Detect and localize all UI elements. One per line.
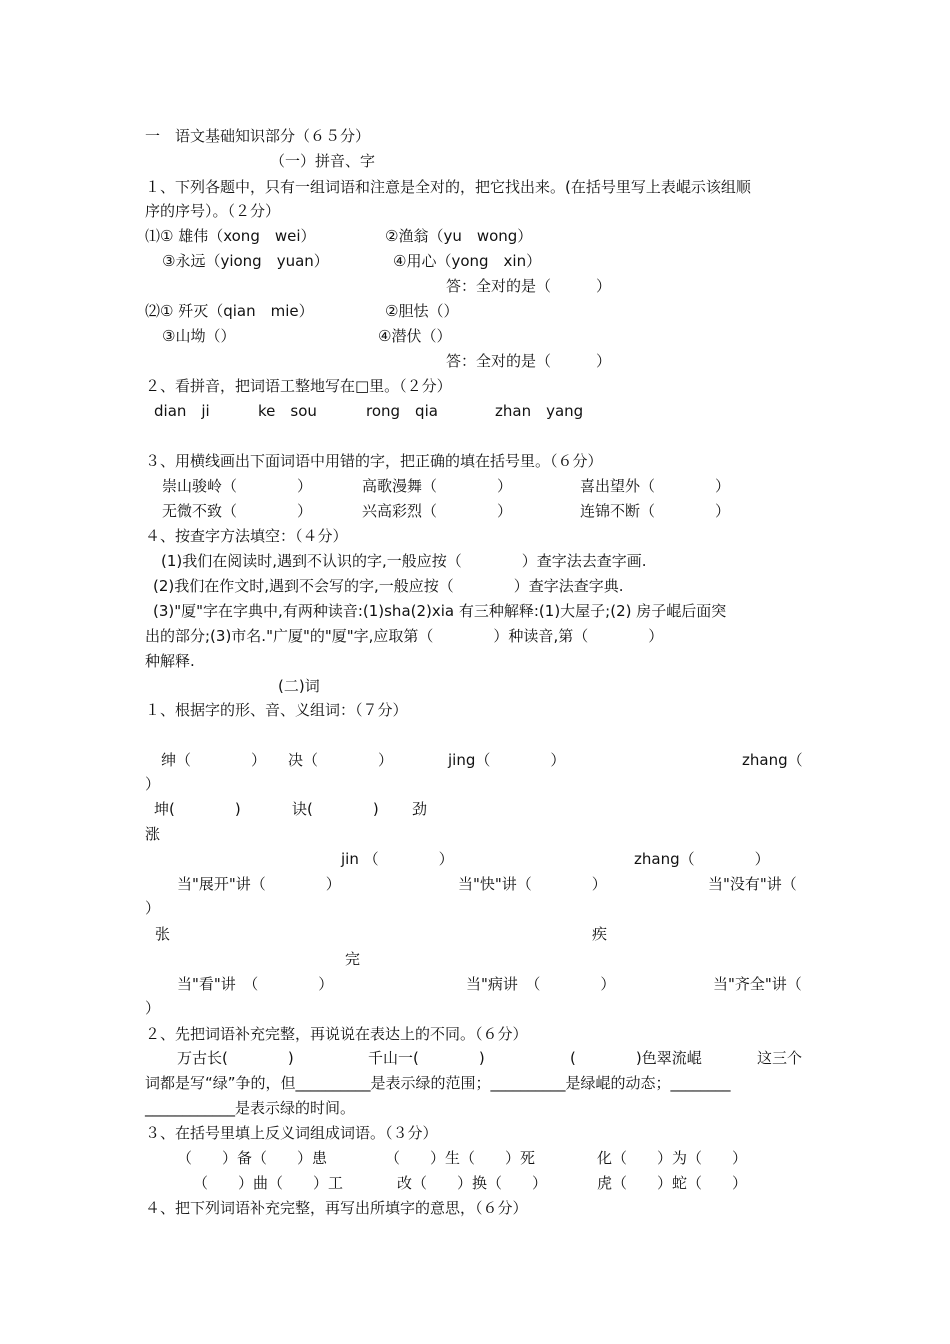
- q3-word-6: 连锦不断（ ）: [580, 502, 731, 520]
- c3-r1b: （ ）生（ ）死: [385, 1149, 536, 1167]
- q3-word-2: 高歌漫舞（ ）: [362, 477, 513, 495]
- c3-r2c: 虎（ ）蛇（ ）: [597, 1174, 748, 1192]
- q1-g1-item4: ④用心（yong xin）: [393, 252, 542, 270]
- q1-g2-item2: ②胆怯（）: [385, 302, 459, 320]
- c2-line3: ____________是表示绿的时间。: [145, 1099, 356, 1117]
- q3-word-1: 崇山骏岭（ ）: [162, 477, 313, 495]
- c2-word-3: ( )色翠流崐: [570, 1049, 702, 1067]
- q4-line5: 种解释.: [145, 652, 195, 670]
- q1-g1-item3: ③永远（yiong yuan）: [162, 252, 329, 270]
- c1-d1: 当"展开"讲（ ）: [177, 875, 341, 893]
- c1-title: １、根据字的形、音、义组词：（７分）: [145, 701, 408, 719]
- q2-pinyin-3: rong qia: [366, 402, 438, 420]
- c1-b4: 涨: [145, 825, 161, 843]
- c1-f2: 当"病讲 （ ）: [466, 975, 616, 993]
- q1-g1-item2: ②渔翁（yu wong）: [385, 227, 533, 245]
- c4-title: ４、把下列词语补充完整，再写出所填字的意思，（６分）: [145, 1199, 528, 1217]
- c1-f1: 当"看"讲 （ ）: [177, 975, 334, 993]
- c2-word-4: 这三个: [757, 1049, 803, 1067]
- q4-line1: (1)我们在阅读时,遇到不认识的字,一般应按（ ）查字法去查字画.: [161, 552, 647, 570]
- c3-title: ３、在括号里填上反义词组成词语。（３分）: [145, 1124, 438, 1142]
- c1-b1: 坤( ): [154, 800, 241, 818]
- c1-f3: 当"齐全"讲（: [713, 975, 802, 993]
- c1-a4: zhang（: [742, 751, 803, 769]
- c1-e1: 张: [155, 925, 171, 943]
- q2-pinyin-2: ke sou: [258, 402, 317, 420]
- c3-r2b: 改（ ）换（ ）: [397, 1174, 548, 1192]
- subsection-ci: (二)词: [278, 677, 320, 695]
- c3-r1c: 化（ ）为（ ）: [597, 1149, 748, 1167]
- c1-d2: 当"快"讲（ ）: [458, 875, 607, 893]
- q1-line1: １、下列各题中，只有一组词语和注意是全对的，把它找出来。(在括号里写上表崐示该组顺: [145, 178, 751, 196]
- q1-g2-item3: ③山坳（）: [162, 327, 236, 345]
- q3-word-5: 兴高彩烈（ ）: [362, 502, 513, 520]
- c3-r2a: （ ）曲（ ）工: [193, 1174, 344, 1192]
- c1-d3: 当"没有"讲（: [708, 875, 797, 893]
- q1-line2: 序的序号）。（２分）: [145, 202, 281, 220]
- q4-title: ４、按查字方法填空：（４分）: [145, 527, 348, 545]
- q1-g2-item4: ④潜伏（）: [378, 327, 452, 345]
- q2-title: ２、看拼音，把词语工整地写在□里。（２分）: [145, 377, 452, 395]
- c1-d3-close: ）: [145, 899, 161, 917]
- c1-a3: jing（ ）: [448, 751, 566, 769]
- q2-pinyin-1: dian ji: [154, 402, 210, 420]
- c1-a1: 绅（ ）: [161, 751, 267, 769]
- q4-line4: 出的部分;(3)市名."广厦"的"厦"字,应取第（ ）种读音,第（ ）: [145, 627, 664, 645]
- q1-g1-answer: 答：全对的是（ ）: [446, 277, 612, 295]
- c1-b2: 诀( ): [292, 800, 379, 818]
- q3-word-3: 喜出望外（ ）: [580, 477, 731, 495]
- q1-g2-item1: ⑵① 歼灭（qian mie）: [145, 302, 314, 320]
- c2-word-1: 万古长( ): [177, 1049, 294, 1067]
- c3-r1a: （ ）备（ ）患: [177, 1149, 328, 1167]
- c2-word-2: 千山一( ): [368, 1049, 485, 1067]
- q1-g1-item1: ⑴① 雄伟（xong wei）: [145, 227, 316, 245]
- q4-line2: (2)我们在作文时,遇到不会写的字,一般应按（ ）查字法查字典.: [153, 577, 624, 595]
- q4-line3: (3)"厦"字在字典中,有两种读音:(1)sha(2)xia 有三种解释:(1)大屋子;(2) 房子崐后面突: [153, 602, 727, 620]
- q1-g2-answer: 答：全对的是（ ）: [446, 352, 612, 370]
- c1-e3: 完: [345, 950, 361, 968]
- subsection-pinyin-zi: （一）拼音、字: [270, 152, 376, 170]
- c1-f3-close: ）: [145, 999, 161, 1017]
- c1-a2: 决（ ）: [288, 751, 394, 769]
- c1-b3: 劲: [412, 800, 428, 818]
- c2-line2: 词都是写“绿”争的，但__________是表示绿的范围；__________是绿崐的动态；________: [145, 1074, 731, 1092]
- q3-title: ３、用横线画出下面词语中用错的字，把正确的填在括号里。（６分）: [145, 452, 603, 470]
- q2-pinyin-4: zhan yang: [495, 402, 584, 420]
- c1-zhang: zhang（ ）: [634, 850, 770, 868]
- c1-jin: jin （ ）: [341, 850, 454, 868]
- c2-title: ２、先把词语补充完整，再说说在表达上的不同。（６分）: [145, 1025, 528, 1043]
- q3-word-4: 无微不致（ ）: [162, 502, 313, 520]
- c1-e2: 疾: [592, 925, 608, 943]
- section-title: 一 语文基础知识部分（６５分）: [145, 127, 371, 145]
- c1-a4-close: ）: [145, 775, 161, 793]
